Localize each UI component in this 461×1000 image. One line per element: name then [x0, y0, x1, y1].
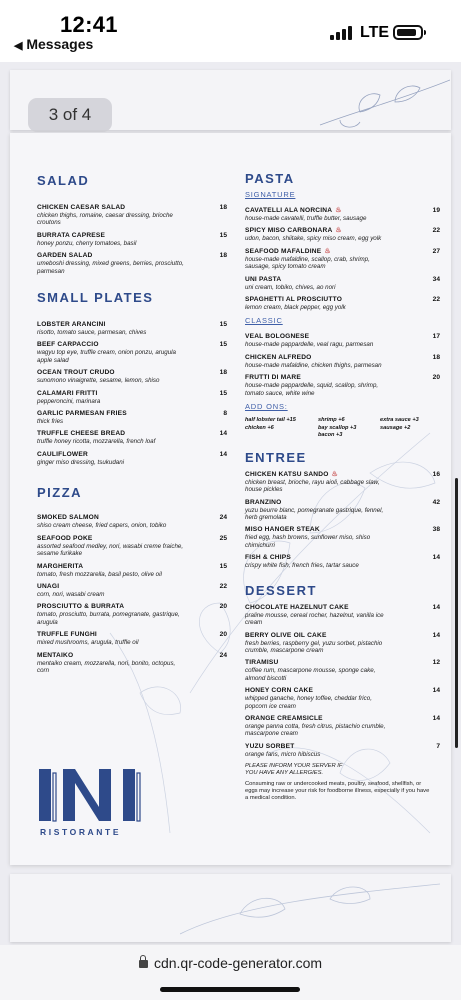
add-on: [380, 432, 440, 440]
item-name: TRUFFLE CHEESE BREAD: [37, 430, 126, 438]
status-bar: [0, 0, 461, 62]
item-desc: mentaiko cream, mozzarella, nori, bonito, octopus, corn: [37, 659, 176, 674]
menu-item: [245, 471, 440, 494]
item-desc: tomato, fresh mozzarella, basil pesto, olive oil: [37, 570, 162, 578]
item-price: 27: [432, 247, 440, 255]
allergy-notice: PLEASE INFORM YOUR SERVER IF YOU HAVE ANY ALLERGIES.: [245, 763, 343, 777]
item-desc: assorted seafood medley, nori, wasabi creme fraiche, sesame furikake: [37, 542, 184, 558]
chili-pepper-icon: ♨: [335, 227, 342, 235]
section-title-small-plates: SMALL PLATES: [37, 290, 154, 306]
section-title-salad: SALAD: [37, 173, 90, 188]
item-price: 20: [219, 603, 227, 611]
menu-item: [37, 563, 227, 578]
item-price: 18: [219, 369, 227, 377]
item-name: BEEF CARPACCIO: [37, 341, 99, 349]
item-price: 34: [432, 275, 440, 283]
item-name: OCEAN TROUT CRUDO: [37, 369, 115, 377]
url-display[interactable]: [0, 955, 461, 971]
item-name: SEAFOOD MAFALDINE: [245, 247, 322, 255]
item-name: GARDEN SALAD: [37, 252, 93, 260]
item-desc: whipped ganache, honey toffee, cheddar frico, popcorn ice cream: [245, 695, 372, 710]
add-on: chicken +6: [245, 424, 274, 431]
item-name: CHICKEN KATSU SANDO: [245, 470, 329, 478]
item-price: 25: [219, 534, 227, 542]
menu-item: [245, 374, 440, 397]
item-name: SMOKED SALMON: [37, 514, 99, 522]
chili-pepper-icon: ♨: [331, 470, 339, 478]
menu-item: [245, 248, 440, 271]
menu-item: [245, 207, 440, 222]
leaf-decoration-icon: [180, 874, 440, 942]
item-name: MISO HANGER STEAK: [245, 526, 320, 534]
item-price: 20: [432, 374, 440, 382]
item-desc: chicken thighs, romaine, caesar dressing, brioche croutons: [37, 212, 173, 227]
menu-item: [37, 603, 227, 626]
item-desc: ginger miso dressing, tsukudani: [37, 458, 125, 466]
item-name: SPICY MISO CARBONARA: [245, 227, 333, 235]
menu-item: [245, 499, 440, 522]
menu-item: [37, 204, 227, 227]
menu-item: [245, 632, 440, 655]
item-desc: lemon cream, black pepper, egg yolk: [245, 304, 346, 312]
item-price: 15: [219, 231, 227, 239]
leaf-decoration-icon: [300, 70, 450, 130]
item-name: UNAGI: [37, 582, 60, 590]
clock: 12:41: [60, 12, 118, 37]
item-desc: fresh berries, raspberry gel, yuzu sorbet, pistachio crumble, mascarpone cream: [245, 639, 383, 654]
item-desc: house-made mafaldine, scallop, crab, shrimp, sausage, spicy tomato cream: [245, 255, 370, 271]
item-price: 14: [432, 687, 440, 695]
add-on: shrimp +6: [318, 417, 345, 424]
item-name: ORANGE CREAMSICLE: [245, 714, 323, 722]
item-name: HONEY CORN CAKE: [245, 687, 314, 695]
logo-subtext: RISTORANTE: [40, 827, 122, 837]
item-desc: uni cream, tobiko, chives, ao nori: [245, 283, 336, 291]
menu-item: [37, 535, 227, 558]
item-price: 17: [432, 333, 440, 341]
item-name: FISH & CHIPS: [245, 554, 291, 562]
lock-icon: [139, 960, 148, 968]
url-text: cdn.qr-code-generator.com: [153, 955, 323, 971]
consumer-advisory: Consuming raw or undercooked meats, poultry, seafood, shellfish, or eggs may increase your risk for foodborne illness, especially if you have a medical condition.: [245, 781, 430, 802]
menu-item: [37, 583, 227, 598]
item-desc: thick fries: [37, 418, 64, 426]
item-price: 22: [432, 227, 440, 235]
item-desc: mixed mushrooms, arugula, truffle oil: [37, 639, 139, 647]
item-name: BURRATA CAPRESE: [37, 231, 106, 239]
menu-item: [245, 276, 440, 291]
item-name: CHICKEN ALFREDO: [245, 353, 312, 361]
menu-item: [245, 604, 440, 627]
item-name: BRANZINO: [245, 498, 282, 506]
battery-icon: [393, 25, 423, 40]
item-price: 42: [432, 498, 440, 506]
add-on: extra sauce +3: [380, 417, 419, 424]
menu-item: [245, 687, 440, 710]
item-desc: honey ponzu, cherry tomatoes, basil: [37, 239, 137, 247]
item-price: 14: [432, 631, 440, 639]
item-name: MENTAIKO: [37, 651, 74, 659]
item-desc: coffee rum, mascarpone mousse, sponge cake, almond biscotti: [245, 667, 376, 682]
menu-right-column: [245, 171, 440, 802]
item-price: 16: [432, 470, 440, 478]
item-price: 15: [219, 389, 227, 397]
item-price: 18: [432, 353, 440, 361]
menu-item: [245, 333, 440, 348]
item-desc: orange fans, micro hibiscus: [245, 750, 321, 758]
add-on: half lobster tail +15: [245, 417, 296, 424]
page-counter: 3 of 4: [28, 98, 112, 132]
menu-item: [37, 341, 227, 364]
subsection-add-ons: ADD ONS:: [245, 402, 288, 412]
item-desc: umeboshi dressing, mixed greens, berries, prosciutto, parmesan: [37, 260, 184, 275]
item-name: GARLIC PARMESAN FRIES: [37, 410, 127, 418]
item-name: SEAFOOD POKE: [37, 534, 93, 542]
item-desc: house-made pappardelle, veal ragu, parmesan: [245, 341, 374, 349]
item-desc: sunomono vinaigrette, sesame, lemon, shiso: [37, 377, 160, 385]
item-price: 14: [432, 554, 440, 562]
item-name: CHICKEN CAESAR SALAD: [37, 204, 126, 211]
item-name: CAVATELLI ALA NORCINA: [245, 207, 333, 214]
menu-item: [37, 430, 227, 445]
item-price: 24: [219, 651, 227, 659]
add-ons-grid: [245, 417, 440, 440]
chili-pepper-icon: ♨: [335, 207, 342, 214]
item-name: UNI PASTA: [245, 275, 282, 283]
add-on: bacon +3: [318, 432, 343, 439]
network-type: LTE: [360, 24, 390, 41]
menu-item: [245, 554, 440, 569]
item-price: 18: [219, 252, 227, 260]
menu-item: [37, 410, 227, 425]
section-title-pasta: PASTA: [245, 171, 295, 186]
item-price: 38: [432, 526, 440, 534]
item-desc: tomato, prosciutto, burrata, pomegranate, gastrique, arugula: [37, 611, 180, 626]
add-on: bay scallop +3: [318, 424, 357, 431]
item-desc: crispy white fish, french fries, tartar sauce: [245, 562, 359, 570]
item-desc: orange panna cotta, fresh citrus, pistachio crumble, mascarpone cream: [245, 722, 386, 738]
menu-item: [37, 321, 227, 336]
home-indicator[interactable]: [160, 987, 300, 992]
section-title-dessert: DESSERT: [245, 582, 317, 598]
section-title-pizza: PIZZA: [37, 485, 83, 501]
item-name: TIRAMISU: [245, 659, 279, 667]
item-name: VEAL BOLOGNESE: [245, 333, 310, 341]
item-desc: house-made pappardelle, squid, scallop, shrimp, tomato sauce, white wine: [245, 382, 379, 397]
item-name: CAULIFLOWER: [37, 450, 88, 458]
back-triangle-icon: ◀: [14, 40, 23, 52]
item-price: 12: [432, 659, 440, 667]
item-desc: fried egg, hash browns, sunflower miso, shiso chimichurri: [245, 534, 371, 549]
item-desc: shiso cream cheese, fried capers, onion, tobiko: [37, 522, 167, 530]
item-price: 14: [219, 430, 227, 438]
item-desc: corn, nori, wasabi cream: [37, 590, 105, 598]
subsection-classic: CLASSIC: [245, 316, 283, 326]
menu-left-column: [37, 173, 227, 679]
logo-text: INI: [37, 765, 39, 766]
item-price: 14: [219, 450, 227, 458]
chili-pepper-icon: ♨: [324, 247, 331, 255]
item-name: FRUTTI DI MARE: [245, 374, 301, 382]
item-name: TRUFFLE FUNGHI: [37, 631, 97, 639]
menu-item: [245, 354, 440, 369]
item-desc: pepperoncini, marinara: [37, 397, 101, 405]
menu-item: [245, 659, 440, 682]
item-price: 15: [219, 321, 227, 329]
item-price: 8: [223, 410, 227, 418]
item-name: SPAGHETTI AL PROSCIUTTO: [245, 296, 343, 304]
item-desc: praline mousse, cereal rocher, hazelnut, vanilla ice cream: [245, 611, 384, 627]
menu-item: [37, 252, 227, 275]
back-to-messages-button[interactable]: [14, 36, 93, 52]
item-desc: house-made cavatelli, truffle butter, sausage: [245, 215, 367, 222]
menu-item: [245, 227, 440, 242]
item-name: MARGHERITA: [37, 562, 84, 570]
item-name: LOBSTER ARANCINI: [37, 321, 106, 329]
next-page-preview[interactable]: [10, 874, 451, 942]
item-price: 19: [432, 207, 440, 214]
ini-logo: [37, 765, 157, 825]
menu-item: [37, 232, 227, 247]
item-price: 15: [219, 562, 227, 570]
menu-page[interactable]: [10, 133, 451, 865]
menu-item: [37, 369, 227, 384]
scroll-indicator[interactable]: [455, 478, 458, 748]
item-name: BERRY OLIVE OIL CAKE: [245, 631, 327, 639]
back-label: Messages: [26, 36, 94, 52]
cellular-signal-icon: [330, 26, 352, 40]
section-title-entree: ENTREE: [245, 449, 307, 465]
menu-item: [37, 652, 227, 675]
item-price: 7: [436, 742, 440, 750]
subsection-signature: SIGNATURE: [245, 190, 296, 199]
item-price: 24: [219, 514, 227, 522]
item-desc: risotto, tomato sauce, parmesan, chives: [37, 329, 147, 337]
menu-item: [245, 715, 440, 738]
menu-item: [37, 390, 227, 405]
item-desc: wagyu top eye, truffle cream, onion ponzu, arugula apple salad: [37, 349, 176, 364]
item-price: 22: [219, 582, 227, 590]
item-price: 22: [432, 296, 440, 304]
menu-item: [245, 743, 440, 758]
menu-item: [37, 514, 227, 529]
add-on: sausage +2: [380, 424, 411, 431]
menu-item: [245, 526, 440, 549]
item-desc: yuzu beurre blanc, pomegranate gastrique, fennel, herb gremolata: [245, 506, 384, 522]
item-desc: house-made mafaldine, chicken thighs, parmesan: [245, 361, 382, 369]
item-name: CALAMARI FRITTI: [37, 389, 98, 397]
item-price: 20: [219, 631, 227, 639]
item-name: YUZU SORBET: [245, 742, 295, 750]
item-price: 15: [219, 341, 227, 349]
menu-item: [37, 451, 227, 466]
item-price: 14: [432, 714, 440, 722]
item-name: PROSCIUTTO & BURRATA: [37, 603, 125, 611]
menu-item: [37, 631, 227, 646]
item-price: 14: [432, 603, 440, 611]
item-desc: chicken breast, brioche, rayu aioli, cabbage slaw, house pickles: [245, 478, 380, 494]
add-on: [245, 432, 318, 440]
item-price: 18: [219, 204, 227, 211]
item-desc: udon, bacon, shiitake, spicy miso cream, egg yolk: [245, 235, 382, 243]
menu-item: [245, 296, 440, 311]
item-name: CHOCOLATE HAZELNUT CAKE: [245, 603, 349, 611]
item-desc: truffle honey ricotta, mozzarella, french loaf: [37, 438, 156, 446]
